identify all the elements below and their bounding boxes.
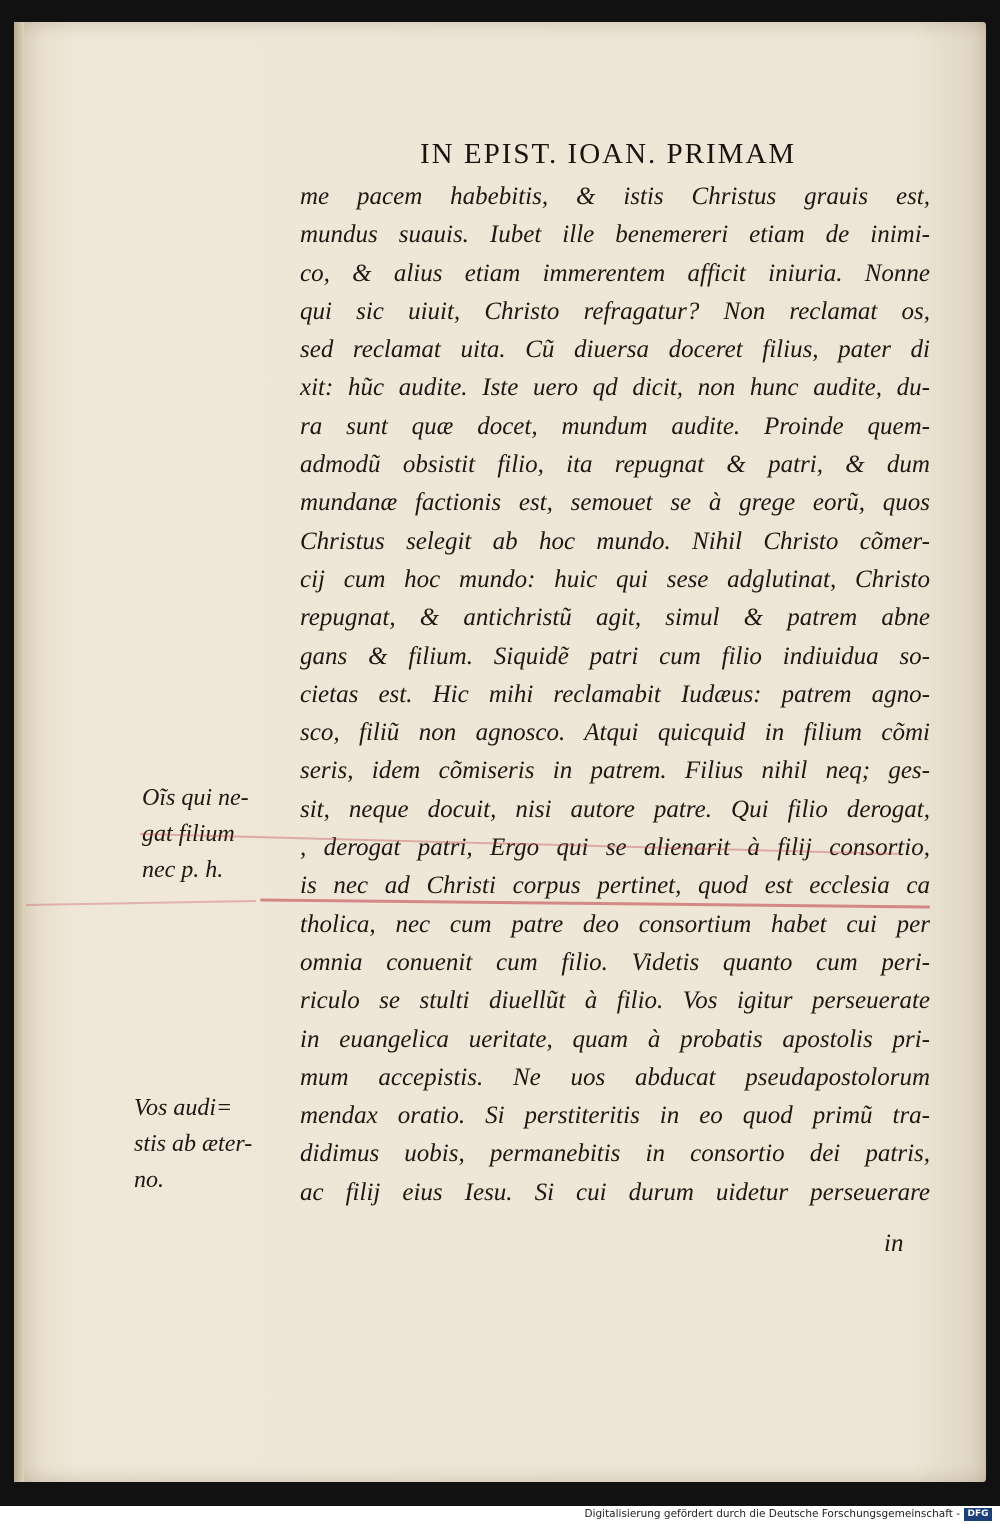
- text-line: [300, 829, 930, 867]
- text-line: [300, 791, 930, 829]
- marginal-note-line: nec p. h.: [142, 857, 224, 883]
- text-line-content: xit: hũc audite. Iste uero qd dicit, non hunc audite, du-: [300, 374, 930, 402]
- text-line: [300, 1135, 930, 1173]
- text-line: [300, 293, 930, 331]
- text-line-content: cietas est. Hic mihi reclamabit Iudæus: patrem agno-: [300, 680, 930, 708]
- text-line: [300, 331, 930, 369]
- text-line: [300, 216, 930, 254]
- marginal-note-line: Oĩs qui ne-: [142, 785, 249, 811]
- text-line: [300, 446, 930, 484]
- text-line-content: ac filij eius Iesu. Si cui durum uidetur perseuerare: [300, 1178, 930, 1206]
- text-line: [300, 982, 930, 1020]
- text-line-content: is nec ad Christi corpus pertinet, quod est ecclesia ca: [300, 872, 930, 900]
- text-line-content: admodũ obsistit filio, ita repugnat & patri, & dum: [300, 451, 930, 479]
- text-line: [300, 714, 930, 752]
- text-line-content: qui sic uiuit, Christo refragatur? Non reclamat os,: [300, 297, 930, 325]
- text-line-content: me pacem habebitis, & istis Christus grauis est,: [300, 183, 930, 210]
- dfg-logo: DFG: [964, 1508, 992, 1521]
- text-line-content: repugnat, & antichristũ agit, simul & patrem abne: [300, 604, 930, 632]
- text-line: [300, 1021, 930, 1059]
- marginal-note-line: no.: [134, 1167, 164, 1193]
- text-line: [300, 752, 930, 790]
- text-line-content: didimus uobis, permanebitis in consortio dei patris,: [300, 1140, 930, 1168]
- text-line-content: gans & filium. Siquidẽ patri cum filio indiuidua so-: [300, 642, 930, 670]
- marginal-note-line: gat filium: [142, 821, 235, 847]
- main-text-block: [300, 178, 930, 1212]
- running-head: IN EPIST. IOAN. PRIMAM: [420, 138, 797, 170]
- text-line-content: , derogat patri, Ergo qui se alienarit à filij consortio,: [300, 834, 930, 862]
- text-line-content: sed reclamat uita. Cũ diuersa doceret filius, pater di: [300, 336, 930, 364]
- text-line: [300, 638, 930, 676]
- text-line-content: omnia conuenit cum filio. Videtis quanto cum peri-: [300, 948, 930, 976]
- text-line-content: Christus selegit ab hoc mundo. Nihil Christo cõmer-: [300, 527, 930, 555]
- catchword: in: [884, 1230, 904, 1257]
- text-line: [300, 1174, 930, 1212]
- text-line-content: sit, neque docuit, nisi autore patre. Qui filio derogat,: [300, 795, 930, 823]
- text-line: [300, 255, 930, 293]
- text-line: [300, 178, 930, 216]
- text-line: [300, 1059, 930, 1097]
- text-line-content: mundanæ factionis est, semouet se à grege eorũ, quos: [300, 489, 930, 517]
- text-line-content: sco, filiũ non agnosco. Atqui quicquid in filium cõmi: [300, 719, 930, 747]
- text-line-content: mum accepistis. Ne uos abducat pseudapostolorum: [300, 1063, 930, 1091]
- text-line: [300, 906, 930, 944]
- text-line: [300, 369, 930, 407]
- text-line-content: co, & alius etiam immerentem afficit iniuria. Nonne: [300, 259, 930, 287]
- text-line-content: in euangelica ueritate, quam à probatis apostolis pri-: [300, 1025, 930, 1053]
- text-line: [300, 1097, 930, 1135]
- text-line: [300, 408, 930, 446]
- text-line: [300, 944, 930, 982]
- digitization-credit: Digitalisierung gefördert durch die Deutsche Forschungsgemeinschaft -: [584, 1508, 960, 1520]
- text-line-content: mendax oratio. Si perstiteritis in eo quod primũ tra-: [300, 1102, 930, 1130]
- text-line: [300, 676, 930, 714]
- text-line-content: ra sunt quæ docet, mundum audite. Proinde quem-: [300, 412, 930, 440]
- marginal-note-2: [134, 1090, 252, 1198]
- text-line: [300, 599, 930, 637]
- text-line-content: mundus suauis. Iubet ille benemereri etiam de inimi-: [300, 221, 930, 249]
- marginal-note-line: Vos audi=: [134, 1095, 233, 1121]
- text-line: [300, 484, 930, 522]
- text-line: [300, 561, 930, 599]
- text-line: [300, 523, 930, 561]
- text-line-content: cij cum hoc mundo: huic qui sese adglutinat, Christo: [300, 565, 930, 593]
- text-line-content: seris, idem cõmiseris in patrem. Filius nihil neq; ges-: [300, 757, 930, 785]
- page-gutter-edge: [14, 22, 24, 1482]
- marginal-note-line: stis ab æter-: [134, 1131, 253, 1157]
- text-line-content: tholica, nec cum patre deo consortium habet cui per: [300, 910, 930, 938]
- text-line-content: riculo se stulti diuellũt à filio. Vos igitur perseuerate: [300, 987, 930, 1015]
